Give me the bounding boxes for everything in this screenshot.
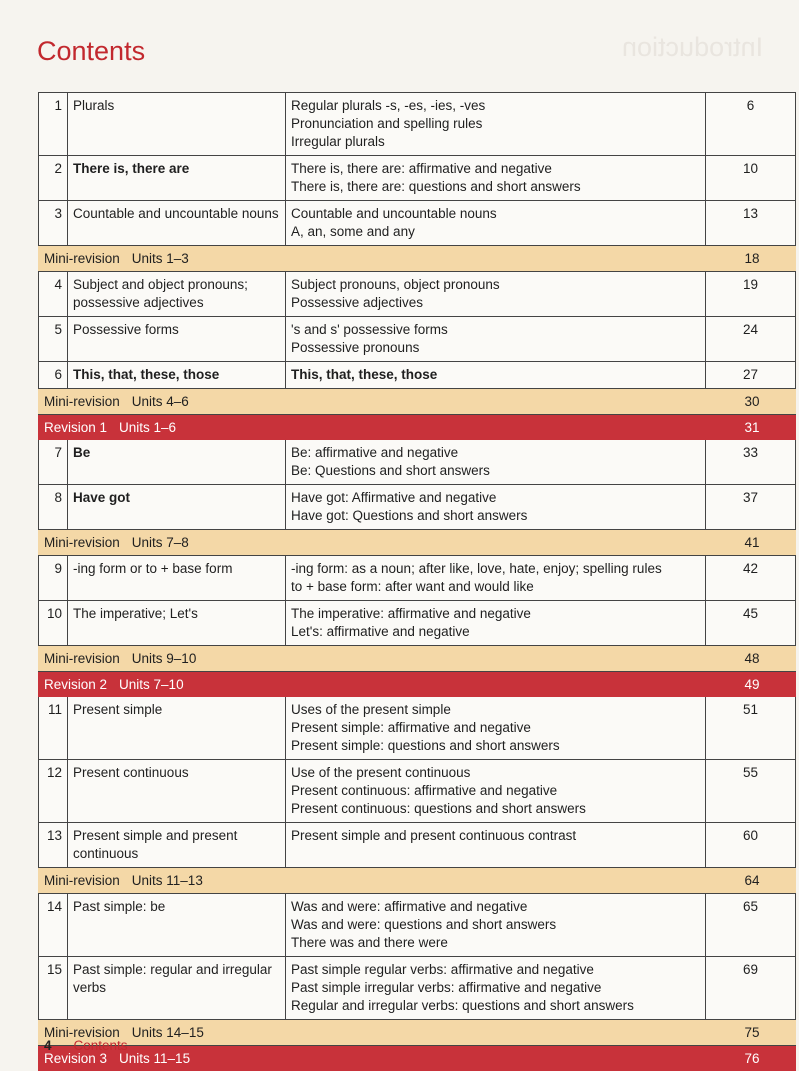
unit-number: 13 — [38, 823, 68, 867]
unit-number: 12 — [38, 760, 68, 822]
page-number: 65 — [706, 894, 796, 956]
page-title: Contents — [37, 36, 146, 66]
table-row — [38, 440, 796, 485]
table-row — [38, 760, 796, 823]
table-row — [38, 556, 796, 601]
band-label: Mini-revision — [44, 873, 120, 888]
unit-title: Past simple: be — [68, 894, 286, 956]
band-label: Mini-revision — [44, 251, 120, 266]
page-footer — [44, 1038, 128, 1053]
topic-line: Regular and irregular verbs: questions and short answers — [291, 998, 634, 1013]
page-number: 30 — [744, 394, 760, 409]
table-row — [38, 823, 796, 868]
topic-line: This, that, these, those — [291, 367, 438, 382]
band-units: Units 4–6 — [131, 394, 189, 409]
unit-topics — [286, 697, 706, 759]
contents-table — [38, 92, 796, 1071]
topic-line: Pronunciation and spelling rules — [291, 116, 483, 131]
unit-topics — [286, 601, 706, 645]
bleed-through-heading: Introduction — [622, 32, 764, 62]
unit-number: 7 — [38, 440, 68, 484]
unit-number: 14 — [38, 894, 68, 956]
topic-line: to + base form: after want and would like — [291, 579, 534, 594]
page-number: 51 — [706, 697, 796, 759]
topic-line: Subject pronouns, object pronouns — [291, 277, 500, 292]
topic-line: Let's: affirmative and negative — [291, 624, 470, 639]
band-label: Mini-revision — [44, 651, 120, 666]
page-number: 6 — [706, 93, 796, 155]
unit-title: Present continuous — [68, 760, 286, 822]
unit-topics — [286, 317, 706, 361]
table-row — [38, 485, 796, 530]
page-number: 55 — [706, 760, 796, 822]
topic-line: Present simple: questions and short answers — [291, 738, 560, 753]
page-number: 76 — [744, 1051, 760, 1066]
page-number: 10 — [706, 156, 796, 200]
table-row — [38, 156, 796, 201]
topic-line: Present continuous: questions and short answers — [291, 801, 586, 816]
topic-line: Irregular plurals — [291, 134, 385, 149]
topic-line: -ing form: as a noun; after like, love, hate, enjoy; spelling rules — [291, 561, 662, 576]
table-row — [38, 894, 796, 957]
unit-topics — [286, 823, 706, 867]
unit-topics — [286, 957, 706, 1019]
table-row — [38, 92, 796, 156]
unit-title: Have got — [68, 485, 286, 529]
topic-line: Was and were: affirmative and negative — [291, 899, 528, 914]
topic-line: Past simple regular verbs: affirmative and negative — [291, 962, 594, 977]
band-label: Mini-revision — [44, 535, 120, 550]
band-units: Units 7–8 — [131, 535, 189, 550]
page-number: 13 — [706, 201, 796, 245]
unit-topics — [286, 272, 706, 316]
band-label: Revision 3 — [44, 1051, 108, 1066]
unit-topics — [286, 556, 706, 600]
unit-title: The imperative; Let's — [68, 601, 286, 645]
table-row — [38, 957, 796, 1020]
topic-line: There is, there are: questions and short answers — [291, 179, 581, 194]
page-number: 31 — [744, 420, 760, 435]
mini-revision-band — [38, 1020, 796, 1046]
band-units: Units 7–10 — [119, 677, 184, 692]
mini-revision-band — [38, 246, 796, 272]
topic-line: Was and were: questions and short answers — [291, 917, 557, 932]
page-number: 48 — [744, 651, 760, 666]
table-row — [38, 272, 796, 317]
topic-line: There is, there are: affirmative and negative — [291, 161, 552, 176]
mini-revision-band — [38, 646, 796, 672]
page-number: 18 — [744, 251, 760, 266]
unit-title: This, that, these, those — [68, 362, 286, 388]
topic-line: Use of the present continuous — [291, 765, 471, 780]
page-number: 24 — [706, 317, 796, 361]
band-units: Units 1–3 — [131, 251, 189, 266]
unit-topics — [286, 760, 706, 822]
topic-line: A, an, some and any — [291, 224, 415, 239]
unit-title: Countable and uncountable nouns — [68, 201, 286, 245]
topic-line: Be: Questions and short answers — [291, 463, 490, 478]
unit-number: 11 — [38, 697, 68, 759]
unit-number: 6 — [38, 362, 68, 388]
unit-title: Be — [68, 440, 286, 484]
mini-revision-band — [38, 389, 796, 415]
mini-revision-band — [38, 530, 796, 556]
page-number: 19 — [706, 272, 796, 316]
page-number: 42 — [706, 556, 796, 600]
band-label: Mini-revision — [44, 394, 120, 409]
table-row — [38, 317, 796, 362]
unit-title: There is, there are — [68, 156, 286, 200]
unit-number: 10 — [38, 601, 68, 645]
band-units: Units 1–6 — [119, 420, 177, 435]
band-label: Revision 2 — [44, 677, 108, 692]
topic-line: Present simple: affirmative and negative — [291, 720, 531, 735]
unit-number: 3 — [38, 201, 68, 245]
table-row — [38, 697, 796, 760]
unit-title: Past simple: regular and irregular verbs — [68, 957, 286, 1019]
topic-line: 's and s' possessive forms — [291, 322, 448, 337]
table-row — [38, 601, 796, 646]
page-number: 49 — [744, 677, 760, 692]
revision-band — [38, 415, 796, 440]
unit-title: -ing form or to + base form — [68, 556, 286, 600]
topic-line: There was and there were — [291, 935, 448, 950]
topic-line: Possessive adjectives — [291, 295, 424, 310]
topic-line: The imperative: affirmative and negative — [291, 606, 531, 621]
topic-line: Regular plurals -s, -es, -ies, -ves — [291, 98, 486, 113]
unit-topics — [286, 440, 706, 484]
unit-topics — [286, 156, 706, 200]
page-number: 64 — [744, 873, 760, 888]
topic-line: Have got: Questions and short answers — [291, 508, 528, 523]
topic-line: Possessive pronouns — [291, 340, 420, 355]
unit-title: Present simple and present continuous — [68, 823, 286, 867]
unit-topics — [286, 201, 706, 245]
table-row — [38, 201, 796, 246]
unit-title: Plurals — [68, 93, 286, 155]
unit-number: 15 — [38, 957, 68, 1019]
page-number: 75 — [744, 1025, 760, 1040]
unit-number: 8 — [38, 485, 68, 529]
band-units: Units 11–15 — [119, 1051, 191, 1066]
mini-revision-band — [38, 868, 796, 894]
revision-band — [38, 672, 796, 697]
page-number: 45 — [706, 601, 796, 645]
unit-number: 5 — [38, 317, 68, 361]
band-units: Units 9–10 — [131, 651, 197, 666]
unit-title: Subject and object pronouns; possessive adjectives — [68, 272, 286, 316]
page-number: 37 — [706, 485, 796, 529]
page-number: 41 — [744, 535, 760, 550]
unit-number: 1 — [38, 93, 68, 155]
unit-topics — [286, 894, 706, 956]
topic-line: Countable and uncountable nouns — [291, 206, 497, 221]
page-number: 27 — [706, 362, 796, 388]
band-units: Units 14–15 — [131, 1025, 204, 1040]
band-label: Mini-revision — [44, 1025, 120, 1040]
topic-line: Present simple and present continuous contrast — [291, 828, 577, 843]
table-row — [38, 362, 796, 389]
unit-topics — [286, 362, 706, 388]
page-number: 60 — [706, 823, 796, 867]
topic-line: Be: affirmative and negative — [291, 445, 459, 460]
footer-label: Contents — [73, 1038, 128, 1053]
page-number: 69 — [706, 957, 796, 1019]
topic-line: Present continuous: affirmative and negative — [291, 783, 558, 798]
unit-title: Possessive forms — [68, 317, 286, 361]
footer-page-number: 4 — [44, 1038, 52, 1053]
topic-line: Have got: Affirmative and negative — [291, 490, 497, 505]
band-units: Units 11–13 — [131, 873, 203, 888]
unit-number: 9 — [38, 556, 68, 600]
topic-line: Uses of the present simple — [291, 702, 451, 717]
topic-line: Past simple irregular verbs: affirmative and negative — [291, 980, 602, 995]
unit-number: 2 — [38, 156, 68, 200]
unit-topics — [286, 485, 706, 529]
unit-number: 4 — [38, 272, 68, 316]
unit-topics — [286, 93, 706, 155]
unit-title: Present simple — [68, 697, 286, 759]
band-label: Revision 1 — [44, 420, 108, 435]
page-number: 33 — [706, 440, 796, 484]
